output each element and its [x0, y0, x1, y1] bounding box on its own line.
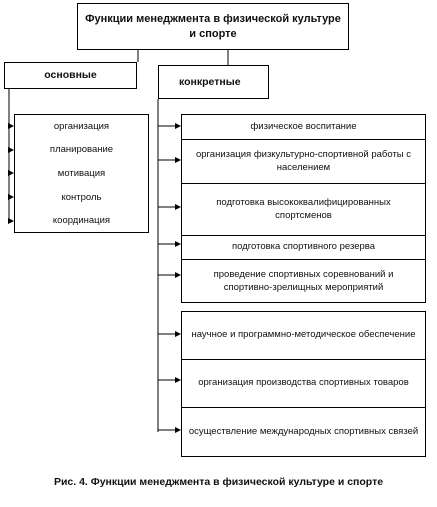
list-item: научное и программно-методическое обеспечение	[191, 329, 416, 341]
list-item: мотивация	[57, 167, 106, 179]
list-item: осуществление международных спортивных связей	[182, 407, 425, 457]
list-item: контроль	[61, 191, 102, 203]
list-item: физическое воспитание	[250, 120, 357, 132]
list-item: организация	[53, 120, 110, 132]
list-item: планирование	[49, 144, 114, 156]
main-functions-header: основные	[4, 62, 137, 89]
specific-functions-group-1	[181, 114, 426, 303]
main-functions-list	[14, 114, 149, 233]
specific-functions-group-2	[181, 311, 426, 457]
list-item: подготовка спортивного резерва	[182, 235, 425, 259]
figure-caption: Рис. 4. Функции менеджмента в физической культуре и спорте	[53, 476, 384, 488]
list-item: подготовка высококвалифицированных спортсменов	[182, 183, 425, 235]
list-item: координация	[52, 215, 111, 227]
list-item: организация физкультурно-спортивной работы с населением	[182, 139, 425, 183]
diagram-title: Функции менеджмента в физической культуре и спорте	[77, 3, 349, 50]
specific-functions-header: конкретные	[158, 65, 269, 99]
list-item: проведение спортивных соревнований и спортивно-зрелищных мероприятий	[182, 259, 425, 304]
list-item: организация производства спортивных товаров	[182, 359, 425, 407]
